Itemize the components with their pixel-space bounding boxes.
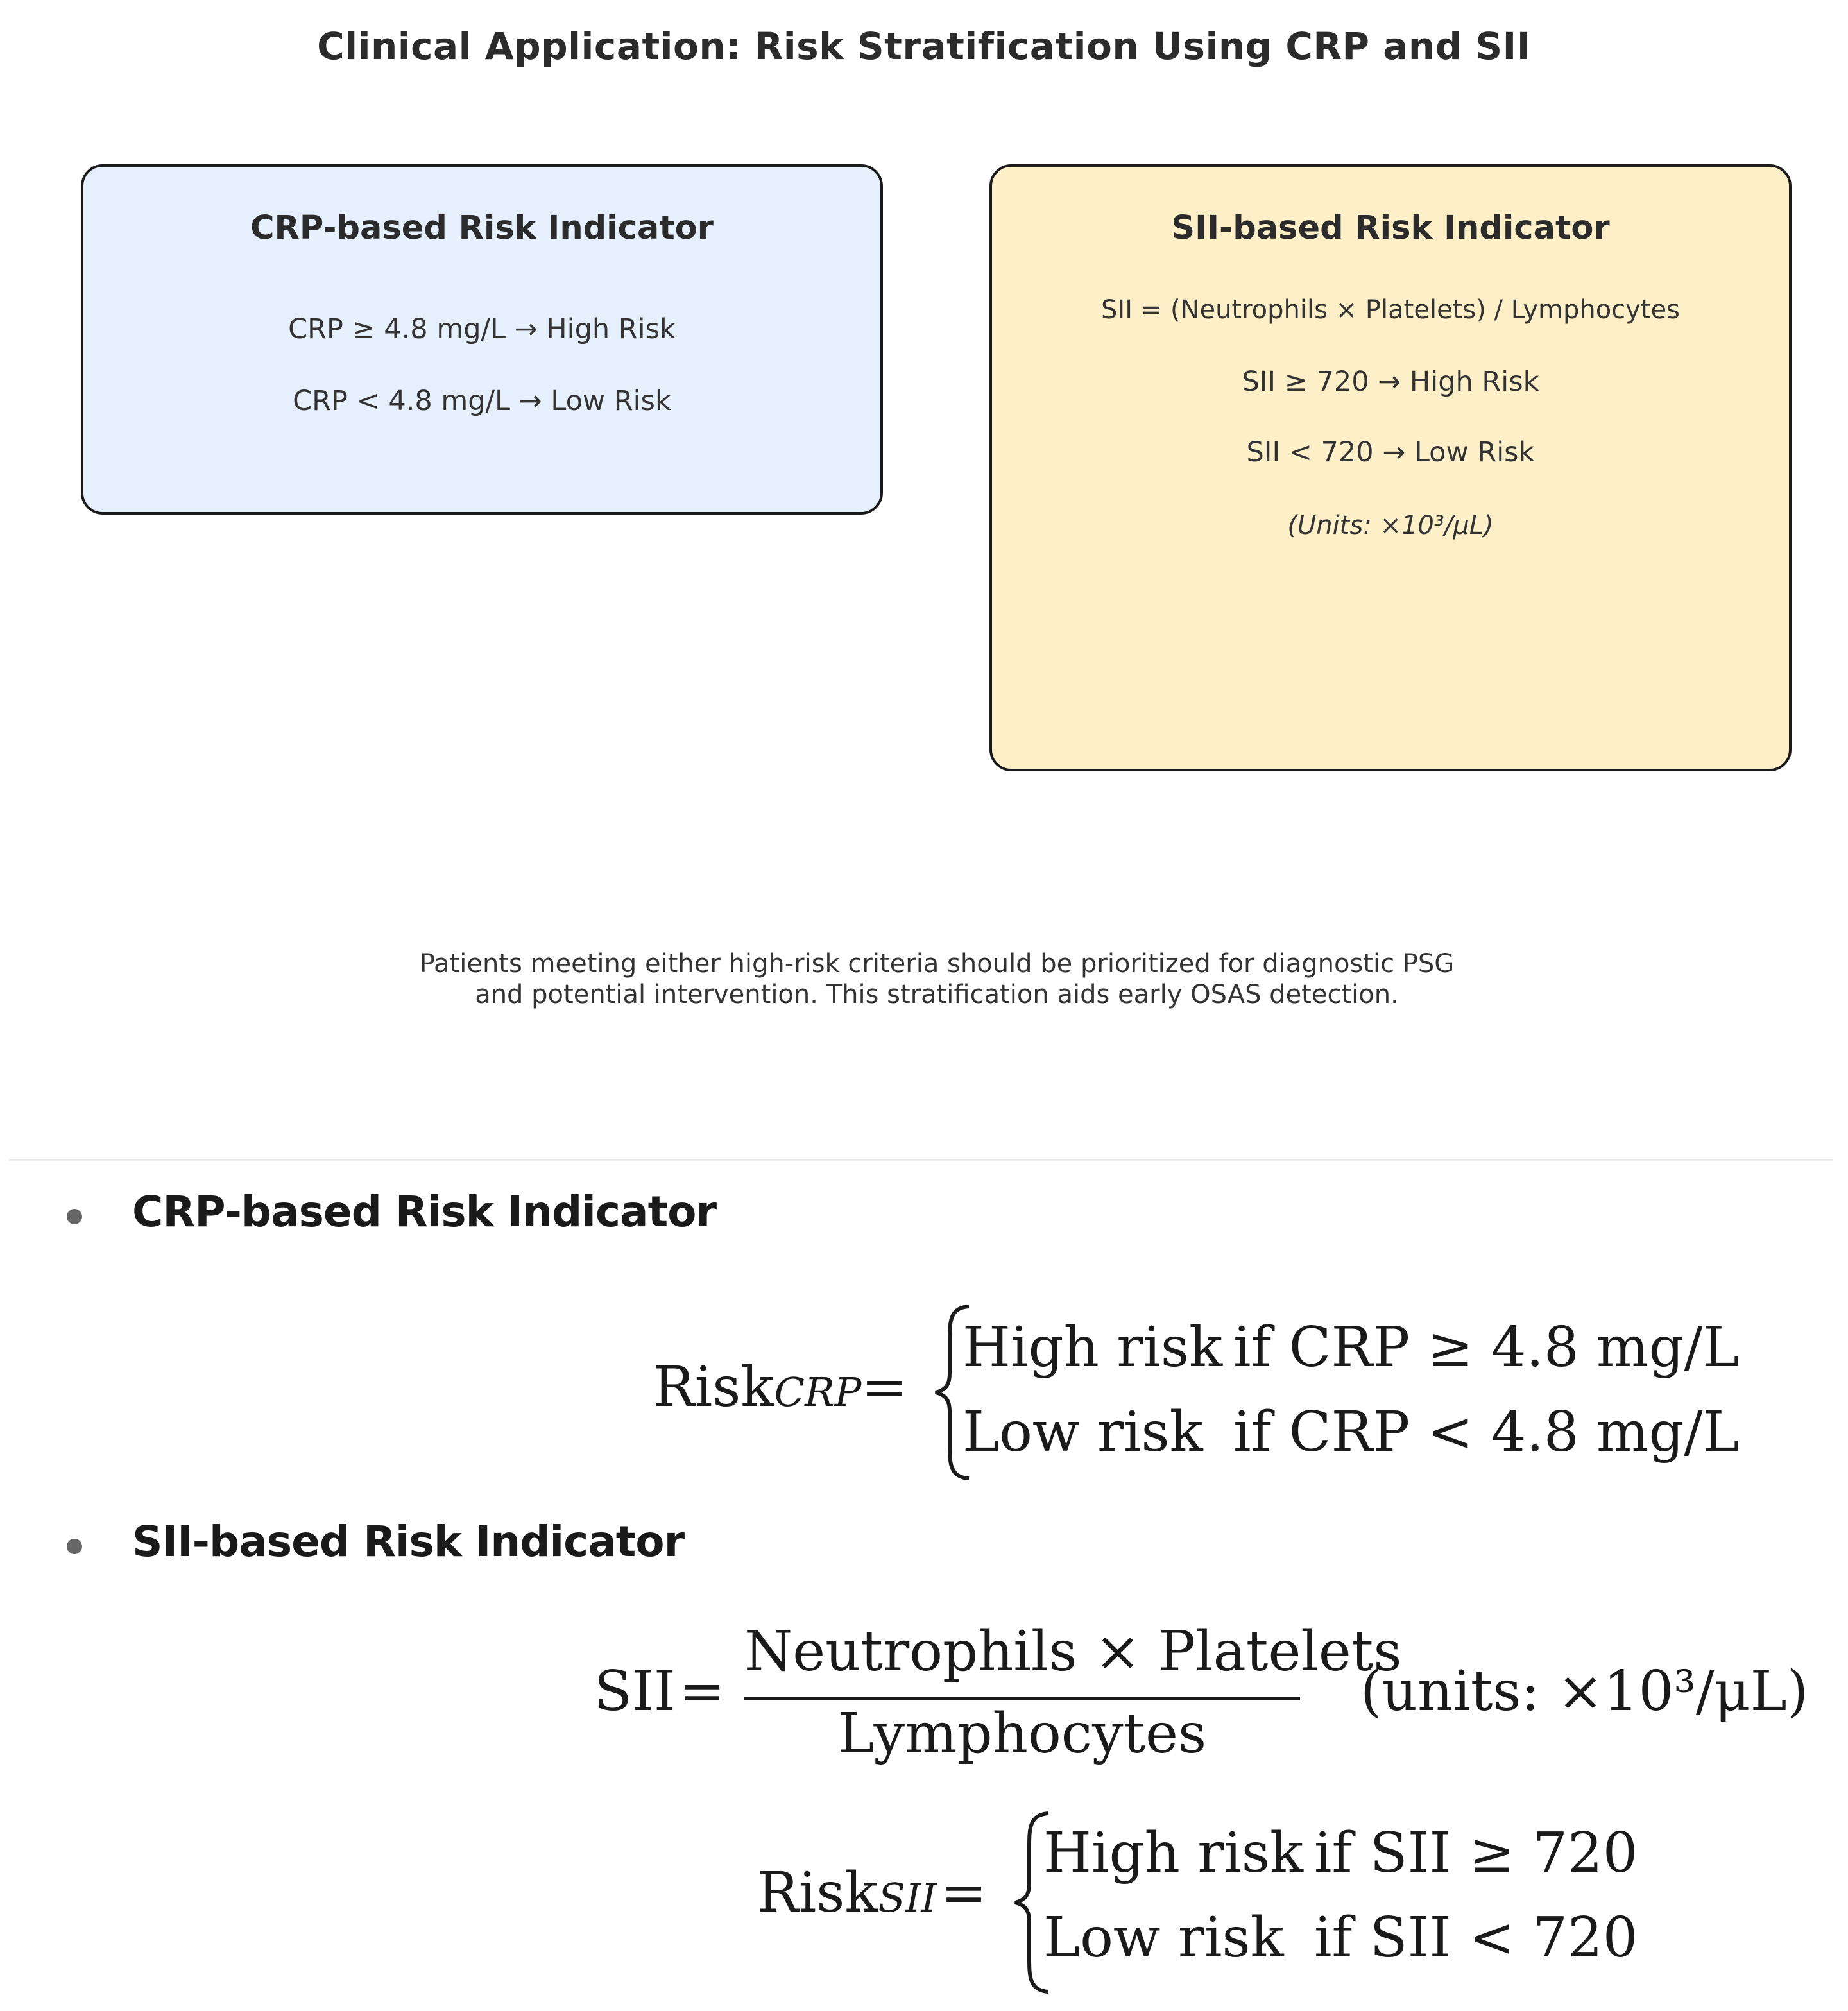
sii-fraction-bar	[744, 1697, 1300, 1700]
crp-case-low-label: Low risk	[963, 1400, 1203, 1464]
sii-case-high-condition: if SII ≥ 720	[1314, 1821, 1638, 1885]
crp-box-heading: CRP-based Risk Indicator	[250, 209, 714, 247]
sii-formula-units: (units: ×10³/μL)	[1360, 1659, 1809, 1724]
crp-low-risk-rule: CRP < 4.8 mg/L → Low Risk	[293, 385, 671, 417]
bullet-dot-icon	[67, 1539, 82, 1554]
sii-risk-lhs	[757, 1861, 937, 1925]
sii-low-risk-rule: SII < 720 → Low Risk	[1246, 436, 1535, 468]
crp-risk-lhs	[653, 1355, 861, 1419]
sii-high-risk-rule: SII ≥ 720 → High Risk	[1242, 366, 1539, 398]
crp-risk-lhs-subscript: CRP	[774, 1369, 862, 1416]
sii-box-heading: SII-based Risk Indicator	[1171, 209, 1610, 247]
clinical-note-line-1: Patients meeting either high-risk criteria should be prioritized for diagnostic PSG	[419, 949, 1455, 979]
clinical-note-line-2: and potential intervention. This stratification aids early OSAS detection.	[475, 980, 1399, 1009]
sii-case-high-label: High risk	[1043, 1821, 1304, 1885]
crp-risk-box	[81, 164, 883, 515]
crp-case-low-condition: if CRP < 4.8 mg/L	[1233, 1400, 1740, 1464]
sii-risk-lhs-subscript: SII	[878, 1874, 937, 1921]
clinical-note	[0, 948, 1848, 1010]
sii-risk-box	[989, 164, 1792, 771]
sii-formula-text: SII = (Neutrophils × Platelets) / Lymphocytes	[1101, 295, 1680, 325]
sii-formula-equals: =	[679, 1659, 726, 1724]
crp-high-risk-rule: CRP ≥ 4.8 mg/L → High Risk	[288, 313, 676, 345]
crp-case-high-label: High risk	[963, 1315, 1223, 1380]
sii-units-note: (Units: ×10³/μL)	[1287, 511, 1494, 540]
sii-denominator: Lymphocytes	[837, 1702, 1207, 1766]
sii-risk-lhs-text: Risk	[757, 1861, 878, 1925]
sii-case-low-condition: if SII < 720	[1314, 1906, 1638, 1970]
bullet-dot-icon	[67, 1209, 82, 1224]
section-divider	[9, 1159, 1833, 1161]
sii-equals-sign: =	[941, 1861, 988, 1925]
sii-section-heading: SII-based Risk Indicator	[132, 1517, 685, 1566]
crp-section-heading: CRP-based Risk Indicator	[132, 1187, 717, 1237]
crp-case-high-condition: if CRP ≥ 4.8 mg/L	[1233, 1315, 1740, 1380]
sii-case-low-label: Low risk	[1043, 1906, 1284, 1970]
crp-risk-lhs-text: Risk	[653, 1355, 774, 1419]
page-title: Clinical Application: Risk Stratification Using CRP and SII	[317, 24, 1531, 68]
sii-formula-lhs: SII	[594, 1659, 676, 1724]
sii-numerator: Neutrophils × Platelets	[744, 1620, 1402, 1684]
crp-equals-sign: =	[861, 1355, 908, 1419]
